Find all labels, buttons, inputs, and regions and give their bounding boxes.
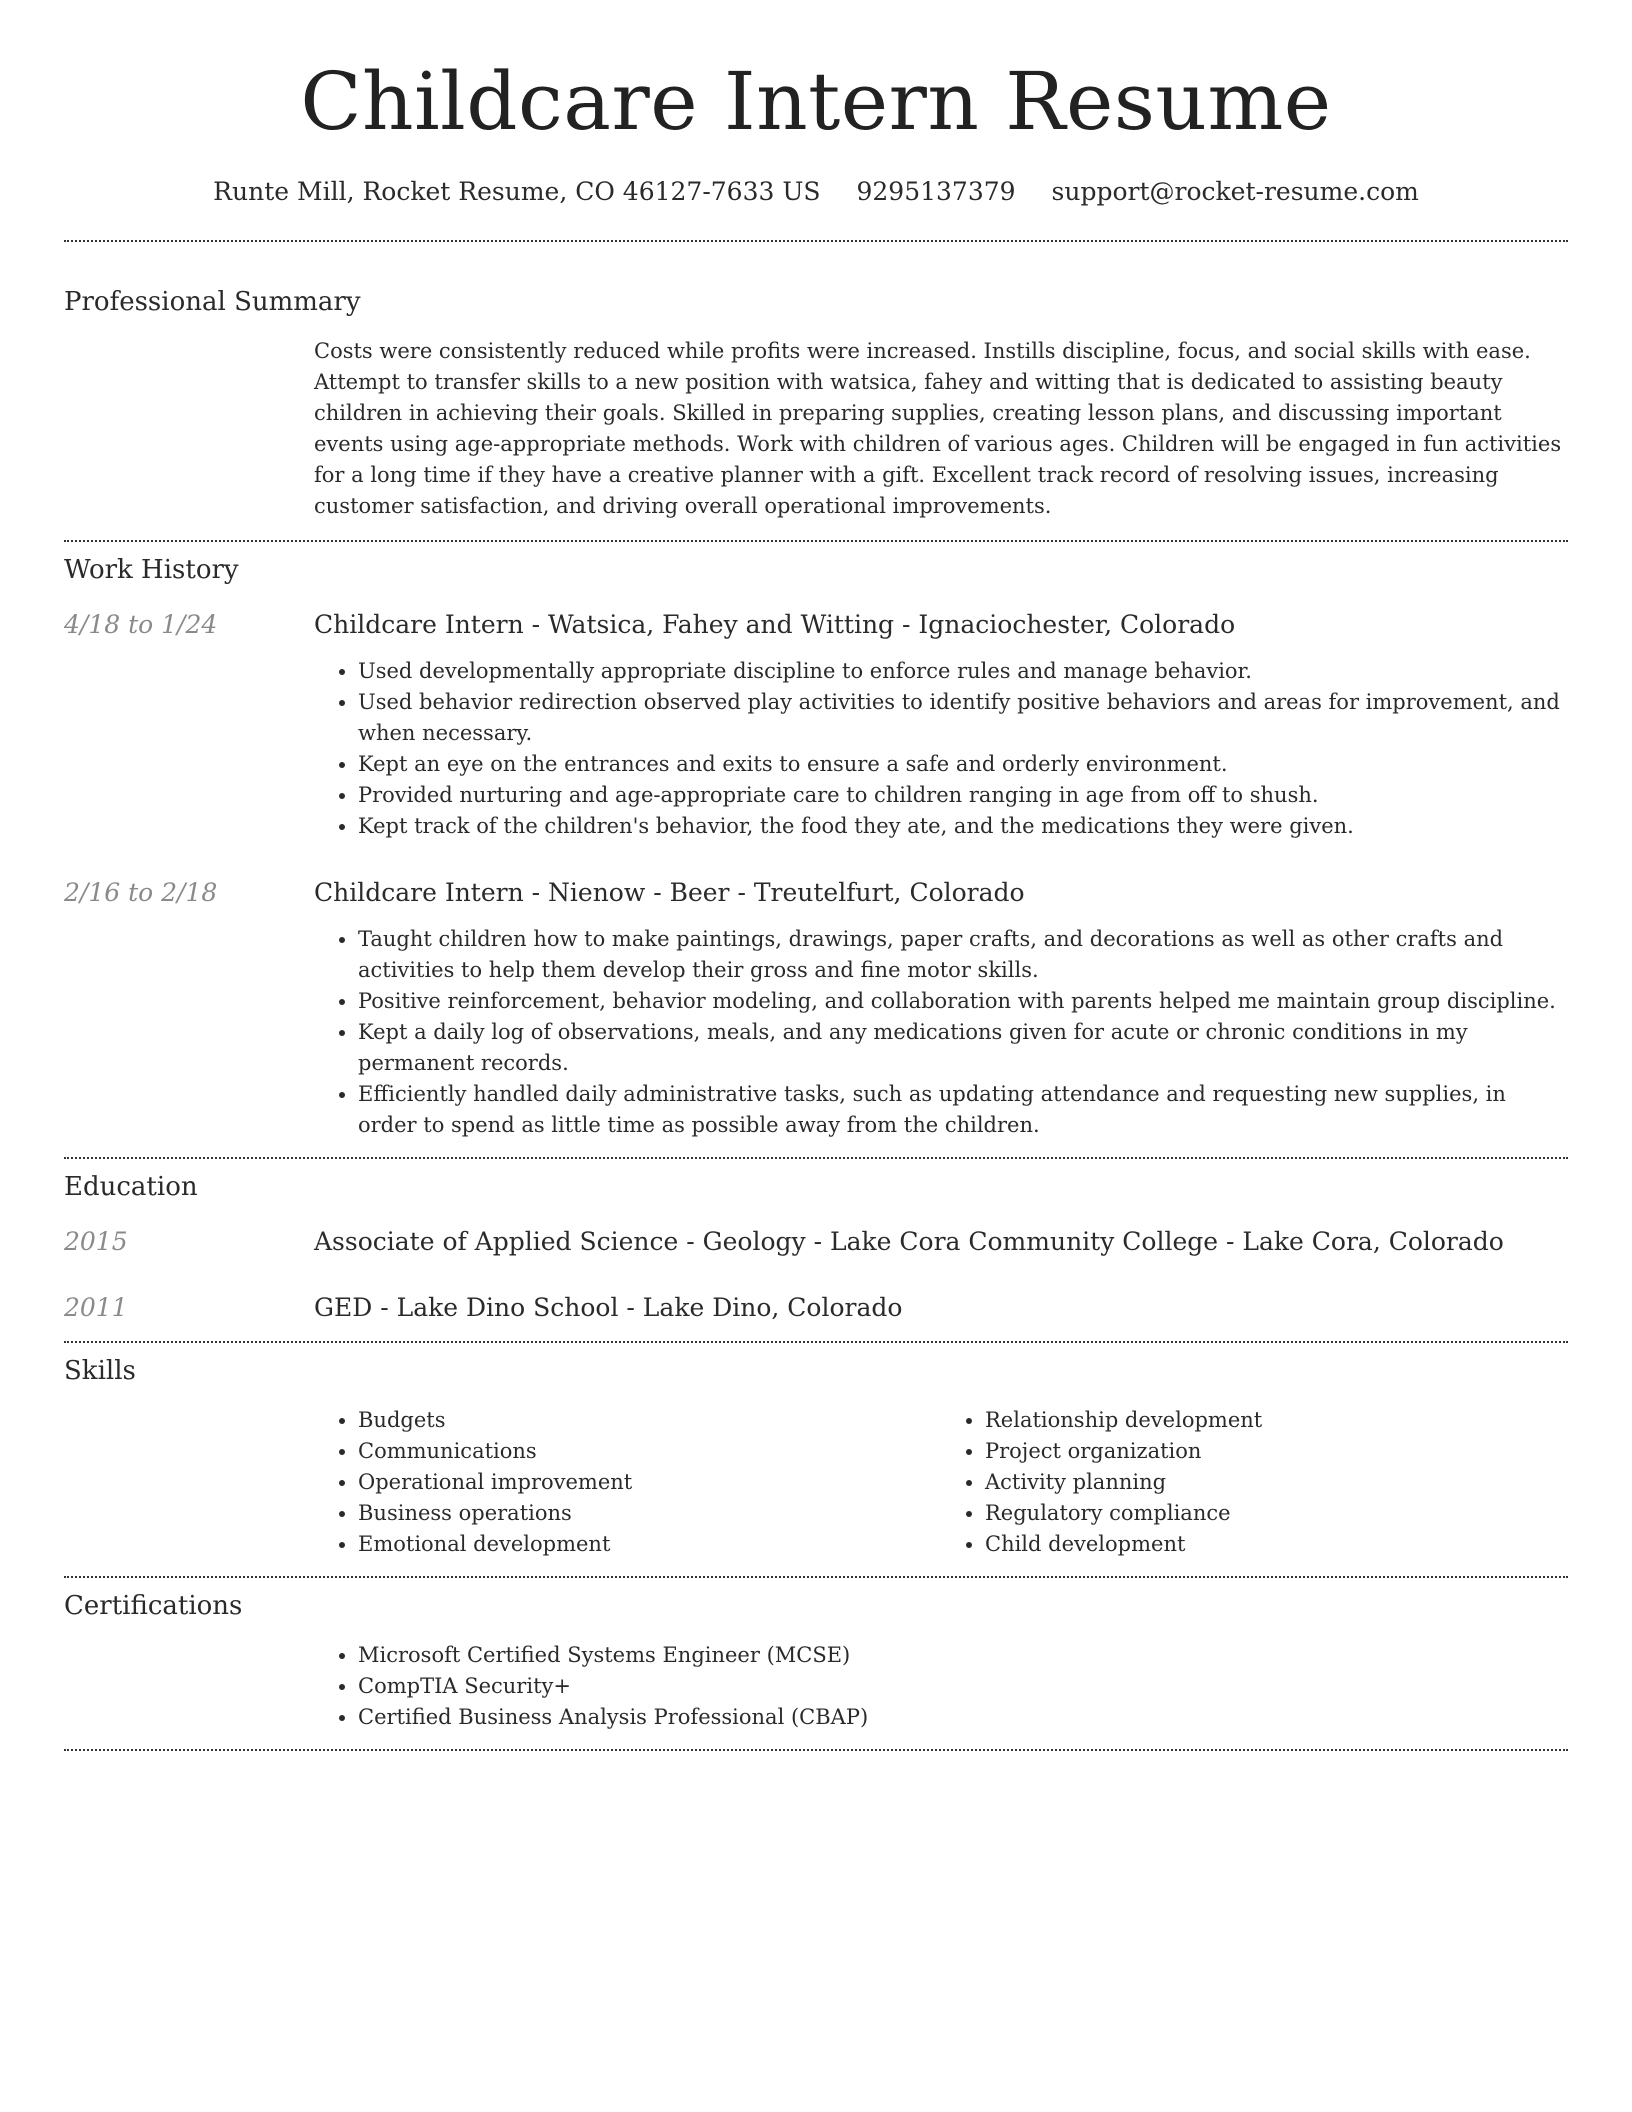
education-entry (64, 1291, 1568, 1325)
skills-column-left (314, 1405, 941, 1560)
contact-line (64, 174, 1568, 210)
list-item: • Emotional development (358, 1529, 941, 1560)
summary-heading: Professional Summary (64, 287, 361, 317)
list-item: • Microsoft Certified Systems Engineer (MCSE) (358, 1640, 1568, 1671)
list-item: • Provided nurturing and age-appropriate care to children ranging in age from off to shush. (358, 780, 1568, 811)
education-year: 2015 (64, 1227, 128, 1256)
list-item: • Used behavior redirection observed play activities to identify positive behaviors and areas for improvement, and when necessary. (358, 687, 1568, 749)
education-entry (64, 1225, 1568, 1259)
education-degree: GED - Lake Dino School - Lake Dino, Colorado (314, 1293, 903, 1322)
job-dates: 2/16 to 2/18 (64, 878, 218, 907)
list-item: • Communications (358, 1436, 941, 1467)
education-heading: Education (64, 1172, 198, 1202)
education-year: 2011 (64, 1293, 128, 1322)
list-item: • CompTIA Security+ (358, 1671, 1568, 1702)
skills-list (314, 1405, 1568, 1560)
list-item: • Relationship development (985, 1405, 1568, 1436)
list-item: • Regulatory compliance (985, 1498, 1568, 1529)
divider (64, 1749, 1568, 1751)
list-item: • Operational improvement (358, 1467, 941, 1498)
list-item: • Certified Business Analysis Professional (CBAP) (358, 1702, 1568, 1733)
list-item: • Project organization (985, 1436, 1568, 1467)
job-title: Childcare Intern - Watsica, Fahey and Witting - Ignaciochester, Colorado (314, 610, 1236, 639)
list-item: • Kept a daily log of observations, meals, and any medications given for acute or chronic conditions in my permanent records. (358, 1017, 1568, 1079)
list-item: • Taught children how to make paintings, drawings, paper crafts, and decorations as well as other crafts and activities to help them develop their gross and fine motor skills. (358, 924, 1568, 986)
job-bullets (314, 656, 1568, 842)
resume-header (64, 0, 1568, 210)
skills-heading: Skills (64, 1356, 136, 1386)
work-history-heading: Work History (64, 555, 239, 585)
certifications-list (314, 1640, 1568, 1733)
certifications-section (64, 1578, 1568, 1733)
list-item: • Positive reinforcement, behavior modeling, and collaboration with parents helped me maintain group discipline. (358, 986, 1568, 1017)
contact-email: support@rocket-resume.com (1051, 177, 1419, 206)
job-title: Childcare Intern - Nienow - Beer - Treutelfurt, Colorado (314, 878, 1025, 907)
list-item: • Used developmentally appropriate discipline to enforce rules and manage behavior. (358, 656, 1568, 687)
job-entry (64, 876, 1568, 1141)
skills-column-right (941, 1405, 1568, 1560)
work-history-section (64, 542, 1568, 1141)
job-bullets (314, 924, 1568, 1141)
list-item: • Activity planning (985, 1467, 1568, 1498)
education-section (64, 1159, 1568, 1325)
list-item: • Business operations (358, 1498, 941, 1529)
certifications-heading: Certifications (64, 1591, 243, 1621)
contact-address: Runte Mill, Rocket Resume, CO 46127-7633 US (213, 177, 821, 206)
list-item: • Budgets (358, 1405, 941, 1436)
summary-text: Costs were consistently reduced while profits were increased. Instills discipline, focus, and social skills with ease. Attempt to transfer skills to a new position with watsica, fahey and witting that is dedicated to assisting beauty children in achieving their goals. Skilled in preparing supplies, creating lesson plans, and discussing important events using age-appropriate methods. Work with children of various ages. Children will be engaged in fun activities for a long time if they have a creative planner with a gift. Excellent track record of resolving issues, increasing customer satisfaction, and driving overall operational improvements. (314, 339, 1562, 518)
list-item: • Child development (985, 1529, 1568, 1560)
job-dates: 4/18 to 1/24 (64, 610, 218, 639)
job-entry (64, 608, 1568, 842)
list-item: • Efficiently handled daily administrative tasks, such as updating attendance and requesting new supplies, in order to spend as little time as possible away from the children. (358, 1079, 1568, 1141)
education-degree: Associate of Applied Science - Geology - Lake Cora Community College - Lake Cora, Colorado (314, 1227, 1504, 1256)
contact-phone: 9295137379 (856, 177, 1016, 206)
summary-section (64, 242, 1568, 522)
list-item: • Kept an eye on the entrances and exits to ensure a safe and orderly environment. (358, 749, 1568, 780)
skills-section (64, 1343, 1568, 1560)
resume-title: Childcare Intern Resume (300, 55, 1332, 148)
list-item: • Kept track of the children's behavior, the food they ate, and the medications they were given. (358, 811, 1568, 842)
